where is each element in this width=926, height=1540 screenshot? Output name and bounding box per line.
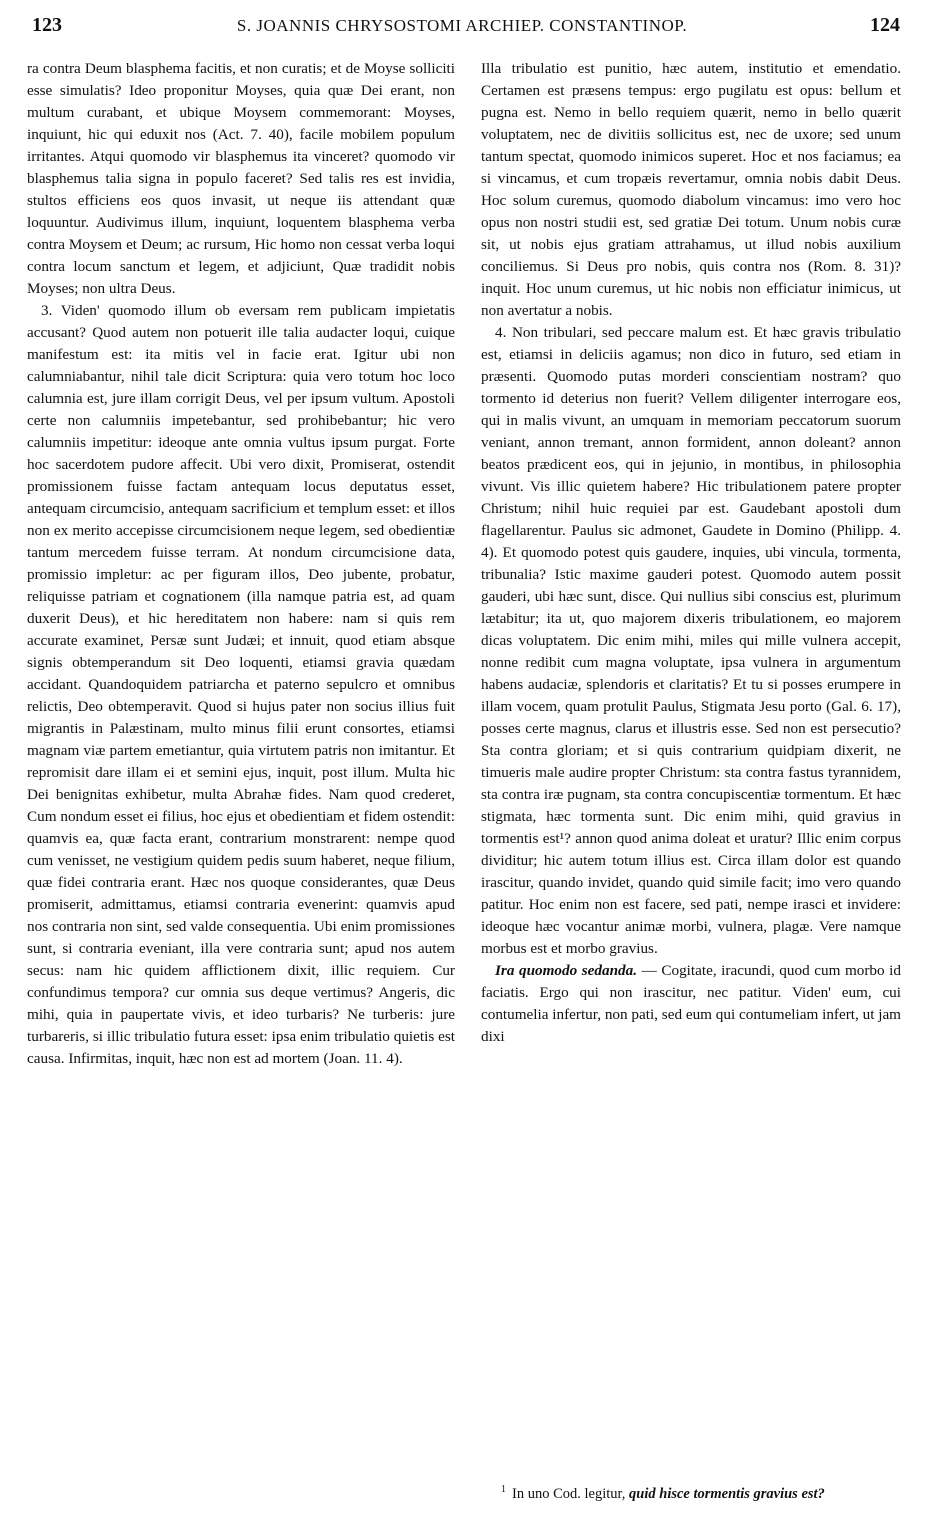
page-number-right: 124	[870, 14, 900, 36]
running-title: S. JOANNIS CHRYSOSTOMI ARCHIEP. CONSTANTINOP.	[236, 16, 688, 35]
paragraph-text: — Cogitate, iracundi, quod cum morbo id faciatis. Ergo qui non irascitur, nec patitur. Viden' eum, cui contumelia infertur, non pati, sed eum qui contumeliam infert, ut jam dixi	[481, 962, 901, 1045]
paragraph: 3. Viden' quomodo illum ob eversam rem publicam impietatis accusant? Quod autem non potuerit ille talia audacter loqui, cuique manifestum est: ita mitis vel in facie erat. Igitur ubi non calumniabantur, nihil tale dicit Scriptura: quia vero totum hoc loco calumnia est, jure illam corrigit Deus, vel per ipsum vultum. Apostoli certe non calumniis impetebantur, sed prohibebantur; hic vero calumniis impetitur: ideoque ante omnia vultus ipsum purgat. Forte hoc sacerdotem pudore affecit. Ubi vero dixit, Promiserat, ostendit promissionem fuisse factam antequam locus deputatus esset, antequam circumcisio, antequam sacrificium et templum esset: et illos non ex merito accepisse circumcisionem neque legem, sed obedientiæ tantum mercedem fuisse terram. At nondum circumcisione data, promissio impletur: ac per figuram illos, Deo jubente, probatur, reliquisse patriam et cognationem (illa namque patria est, ad quam duxerit Deus), et hic hereditatem non habere: nam si quis rem accurate examinet, Persæ sunt Judæi; et innuit, quod etiam absque signis obtemperandum sit Deo loquenti, etiamsi gravia quædam accidant. Quandoquidem patriarcha et paterno sepulcro et omnibus relictis, Deo obtemperavit. Quod si hujus pater non socius illius fuit migrantis in Palæstinam, multo minus filii erunt consortes, etiamsi magnam viæ partem emetiantur, quia virtutem patris non imitantur. Et repromisit dare illam ei et semini ejus, inquit, post illum. Multa hic Dei benignitas exhibetur, multa Abrahæ fides. Nam quod crederet, Cum nondum esset ei filius, hoc ejus et obedientiam et fidem ostendit: quamvis ea, quæ facta erant, contrarium monstrarent: nempe quod cum venisset, ne vestigium quidem pedis suum haberet, neque filium, quæ fidei contraria erant. Hæc nos quoque considerantes, quæ Deus promiserit, admittamus, etiamsi contraria evenerint: quamvis apud nos contraria non sint, sed valde consequentia. Ubi enim promissiones sunt, si contraria eveniant, illa vere contraria sunt; apud nos autem secus: nam hic quidem afflictionem dixit, illic requiem. Cur confundimus tempora? cur omnia sus deque vertimus? Angeris, dic mihi, quia in paupertate vivis, et ideo turbaris? Ne turberis: jure turbareris, si illic tribulatio futura esset: ipsa enim tribulatio quietis est causa. Infirmitas, inquit, hæc non est ad mortem (Joan. 11. 4).	[27, 302, 455, 1067]
paragraph: ra contra Deum blasphema facitis, et non curatis; et de Moyse solliciti esse simulatis? Ideo proponitur Moyses, quia quæ Dei erant, non multum curabant, et ubique Moysem commemorant: Moyses, inquiunt, hic qui eduxit nos (Act. 7. 40), facile mobilem populum irritantes. Atqui quomodo vir blasphemus ita vinceret? quomodo vir blasphemus talia signa in populo faceret? Sed talis res est invidia, stultos efficiens eos quos invasit, ut neque iis attendant quæ loquuntur. Audivimus illum, inquiunt, loquentem blasphema verba contra Moysem et Deum; ac rursum, Hic homo non cessat verba loqui contra locum sanctum et legem, et adjiciunt, Quæ tradidit nobis Moyses; non ultra Deus.	[27, 60, 455, 297]
page-header	[24, 10, 900, 40]
footnote-text: In uno Cod. legitur,	[512, 1485, 630, 1502]
left-column	[27, 58, 455, 1070]
paragraph	[481, 960, 901, 1048]
section-heading: Ira quomodo sedanda.	[495, 962, 638, 979]
right-column	[481, 58, 901, 1048]
footnote-quote: quid hisce tormentis gravius est?	[629, 1485, 825, 1502]
paragraph: Illa tribulatio est punitio, hæc autem, institutio et emendatio. Certamen est præsens tempus: ergo pugilatu est opus: bellum et pugna est. Nemo in bello requiem quærit, nemo in bello quærit voluptatem, nec de divitiis sollicitus est, nec de uxore; sed unum tantum spectat, quomodo inimicos superet. Hoc et nos faciamus; ea si vincamus, et cum tropæis revertamur, omnia nobis dabit Deus. Hoc solum curemus, quomodo diabolum vincamus: imo vero hoc opus non nostri studii est, sed gratiæ Dei totum. Unum nobis curæ sit, ut nobis ejus gratiam attrahamus, ut illud nobis auxilium conciliemus. Si Deus pro nobis, quis contra nos (Rom. 8. 31)? inquit. Hoc unum curemus, ut hic nobis non efficiatur inimicus, ut non avertatur a nobis.	[481, 60, 901, 319]
footnote-mark: 1	[501, 1484, 506, 1495]
footnote	[481, 1480, 901, 1504]
paragraph: 4. Non tribulari, sed peccare malum est. Et hæc gravis tribulatio est, etiamsi in deliciis agamus; non dico in futuro, sed etiam in præsenti. Quomodo putas morderi conscientiam nostram? quo tormento id deterius non fuerit? Vellem diligenter interrogare eos, qui in malis vivunt, an umquam in memoriam peccatorum suorum veniant, annon tremant, annon formident, annon doleant? annon beatos prædicent eos, qui in jejunio, in montibus, in philosophia vivunt. Vis illic quietem habere? Hic tribulationem patere propter Christum; nihil huic requiei par est. Gaudebant apostoli dum flagellarentur. Paulus sic admonet, Gaudete in Domino (Philipp. 4. 4). Et quomodo potest quis gaudere, inquies, ubi vincula, tormenta, tribunalia? Istic maxime gauderi potest. Quomodo autem possit gauderi, ubi hæc sunt, disce. Qui nullius sibi conscius est, plurimum lætabitur; ita ut, quo majorem dixeris tribulationem, eo majorem dicas voluptatem. Dic enim mihi, miles qui mille vulnera accepit, nonne redibit cum magna voluptate, ipsa vulnera in argumentum habens audaciæ, splendoris et claritatis? Et tu si posses erumpere in illam vocem, quam protulit Paulus, Stigmata Jesu porto (Gal. 6. 17), posses certe magnus, clarus et illustris esse. Sed non est persecutio? Sta contra gloriam; et si quis contrarium quidpiam dixerit, ne timueris male audire propter Christum: sta contra fastus tyrannidem, sta contra iræ pugnam, sta contra concupiscentiæ tormentum. Et hæc stigmata, hæc tormenta sunt. Dic enim mihi, quid gravius in tormentis est¹? annon quod anima doleat et uratur? Illic enim corpus dividitur; hic autem totum illius est. Circa illam dolor est quando irascitur, quando invidet, quando quid simile facit; imo vero quando patitur. Hoc enim non est facere, sed pati, nempe irasci et invidere: ideoque hæc vocantur animæ morbi, vulnera, plagæ. Vere namque morbus est et morbo gravius.	[481, 324, 901, 957]
page-number-left: 123	[32, 14, 62, 36]
